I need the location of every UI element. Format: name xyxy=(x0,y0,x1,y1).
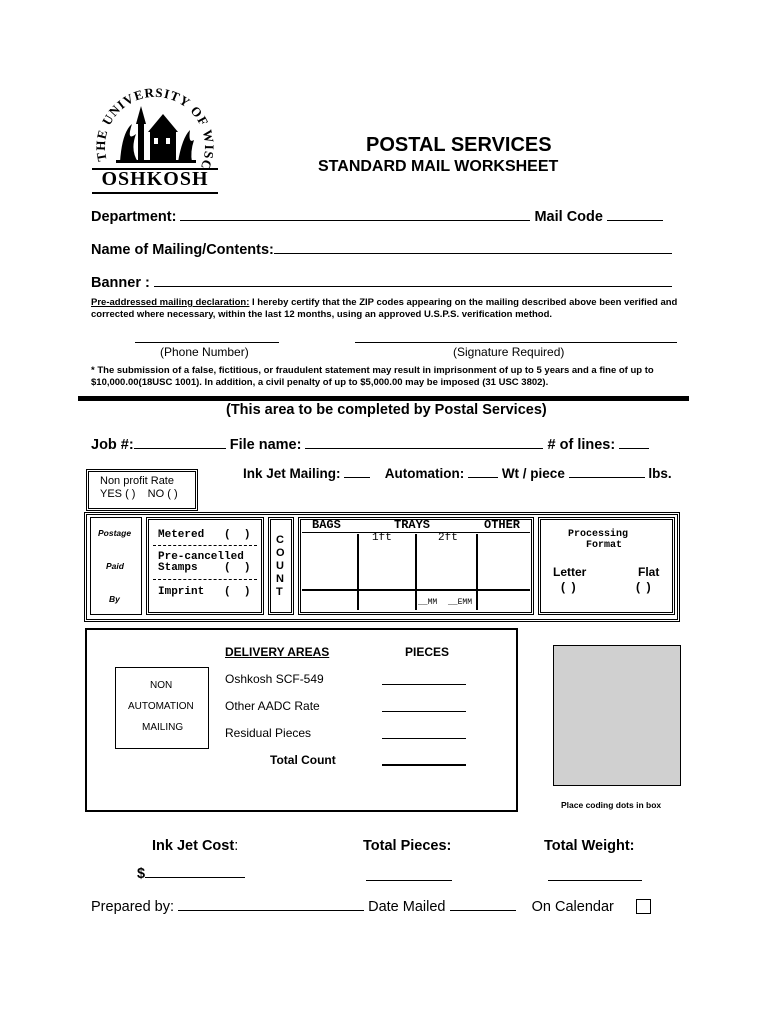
department-label: Department: xyxy=(91,209,177,225)
name-of-mailing-field[interactable] xyxy=(91,242,672,258)
automation-label: Automation: xyxy=(384,466,465,481)
num-lines-label: # of lines: xyxy=(547,437,616,453)
postal-services-heading: (This area to be completed by Postal Services) xyxy=(226,402,547,418)
emm-checkbox[interactable]: __EMM xyxy=(448,598,473,607)
count-letter: T xyxy=(276,586,283,598)
date-mailed-input[interactable] xyxy=(450,910,516,911)
total-weight-input[interactable] xyxy=(548,880,642,881)
false-statement-warning: * The submission of a false, fictitious, or fraudulent statement may result in imprisonment of up to 5 years and a fine of up to $10,000.00(18USC 1001). In addition, a civil penalty of up to $5,000.00 may be imposed (31 USC 3802). xyxy=(91,365,654,388)
delivery-areas-header: DELIVERY AREAS xyxy=(225,645,330,659)
divider xyxy=(153,579,257,580)
wt-piece-input[interactable] xyxy=(569,477,645,478)
paid-label: Paid xyxy=(106,561,124,571)
banner-field[interactable] xyxy=(91,275,672,291)
lbs-label: lbs. xyxy=(648,466,672,481)
nonprofit-rate-label: Non profit Rate xyxy=(100,475,174,487)
declaration-heading: Pre-addressed mailing declaration: xyxy=(91,297,250,308)
non-label: NON xyxy=(150,680,173,691)
divider xyxy=(153,545,257,546)
pieces-input[interactable] xyxy=(382,684,466,685)
grid-divider xyxy=(357,534,359,610)
ink-jet-cost-text: Ink Jet Cost xyxy=(152,838,235,854)
count-letter: N xyxy=(276,573,284,585)
phone-number-label: (Phone Number) xyxy=(160,345,249,359)
by-label: By xyxy=(109,594,120,604)
signature-label: (Signature Required) xyxy=(453,345,565,359)
precancelled-label: Pre-cancelled xyxy=(158,551,244,563)
ink-jet-cost-label xyxy=(152,838,238,854)
mailing-label: MAILING xyxy=(142,722,184,733)
pieces-input[interactable] xyxy=(382,711,466,712)
coding-dots-caption: Place coding dots in box xyxy=(561,800,662,810)
count-letter: C xyxy=(276,534,284,546)
signature-line[interactable] xyxy=(355,342,677,343)
postage-label: Postage xyxy=(98,528,132,538)
page-subtitle: STANDARD MAIL WORKSHEET xyxy=(318,158,559,175)
prepared-by-label: Prepared by: xyxy=(91,899,175,915)
wt-piece-label: Wt / piece xyxy=(501,466,565,481)
format-label: Format xyxy=(586,540,623,551)
ink-jet-cost-field[interactable] xyxy=(137,866,245,882)
ink-jet-mailing-input[interactable] xyxy=(344,477,370,478)
imprint-option[interactable]: Imprint ( ) xyxy=(158,586,251,598)
colon: : xyxy=(234,838,239,854)
total-pieces-input[interactable] xyxy=(366,880,452,881)
dollar-sign: $ xyxy=(137,866,146,882)
total-weight-label: Total Weight: xyxy=(544,838,635,854)
letter-checkbox[interactable]: ( ) xyxy=(561,580,576,594)
date-mailed-label: Date Mailed xyxy=(368,899,446,915)
count-letter: U xyxy=(276,560,284,572)
on-calendar-label: On Calendar xyxy=(531,899,614,915)
grid-divider xyxy=(302,589,530,591)
ink-jet-mailing-label: Ink Jet Mailing: xyxy=(243,466,341,481)
metered-option[interactable]: Metered ( ) xyxy=(158,529,251,541)
header-underline xyxy=(302,532,530,533)
banner-label: Banner : xyxy=(91,275,150,291)
trays-header[interactable]: TRAYS xyxy=(394,518,431,532)
declaration-text xyxy=(91,297,679,321)
tray-1ft-label: 1ft xyxy=(372,532,392,544)
section-divider xyxy=(78,396,689,401)
declaration-body: I hereby certify that the ZIP codes appearing on the mailing described above been verified and corrected where necessary, within the last 12 months, using an approved U.S.P.S. verification method. xyxy=(91,297,678,320)
total-count-label: Total Count xyxy=(270,753,336,767)
phone-number-line[interactable] xyxy=(135,342,279,343)
pieces-header: PIECES xyxy=(405,645,450,659)
total-count-input[interactable] xyxy=(382,764,466,766)
tray-2ft-label: 2ft xyxy=(438,532,458,544)
num-lines-input[interactable] xyxy=(619,448,649,449)
name-of-mailing-label: Name of Mailing/Contents: xyxy=(91,242,274,258)
count-letter: O xyxy=(276,547,285,559)
automation-input[interactable] xyxy=(468,477,498,478)
total-pieces-label: Total Pieces: xyxy=(363,838,452,854)
on-calendar-checkbox[interactable] xyxy=(636,899,651,914)
job-label: Job #: xyxy=(91,437,134,453)
flat-label: Flat xyxy=(638,565,660,579)
file-name-input[interactable] xyxy=(305,448,543,449)
mail-code-label: Mail Code xyxy=(534,209,603,225)
university-logo xyxy=(92,72,218,190)
delivery-row-label: Residual Pieces xyxy=(225,726,312,740)
prepared-by-row xyxy=(91,899,614,915)
logo-arc-text: THE UNIVERSITY OF WISC xyxy=(92,84,218,173)
count-letters xyxy=(276,534,285,599)
bags-header[interactable]: BAGS xyxy=(312,518,341,532)
file-name-label: File name: xyxy=(229,437,302,453)
flat-checkbox[interactable]: ( ) xyxy=(636,580,651,594)
coding-dots-box[interactable] xyxy=(553,645,681,786)
mm-checkbox[interactable]: __MM xyxy=(418,598,438,607)
grid-divider xyxy=(415,534,417,610)
job-input[interactable] xyxy=(134,448,226,449)
other-header[interactable]: OTHER xyxy=(484,518,521,532)
stamps-option[interactable]: Stamps ( ) xyxy=(158,562,251,574)
page-title: POSTAL SERVICES xyxy=(366,134,552,156)
delivery-row-label: Oshkosh SCF-549 xyxy=(225,672,324,686)
processing-label: Processing xyxy=(568,529,629,540)
prepared-by-input[interactable] xyxy=(178,910,364,911)
nonprofit-yes-no[interactable]: YES ( ) NO ( ) xyxy=(100,488,178,500)
inkjet-automation-row xyxy=(243,466,672,481)
logo-wordmark: OSHKOSH xyxy=(92,168,218,194)
automation-label: AUTOMATION xyxy=(128,701,194,712)
department-field[interactable] xyxy=(91,209,663,225)
pieces-input[interactable] xyxy=(382,738,466,739)
letter-label: Letter xyxy=(553,565,587,579)
delivery-row-label: Other AADC Rate xyxy=(225,699,320,713)
job-row xyxy=(91,437,649,453)
grid-divider xyxy=(476,534,478,610)
